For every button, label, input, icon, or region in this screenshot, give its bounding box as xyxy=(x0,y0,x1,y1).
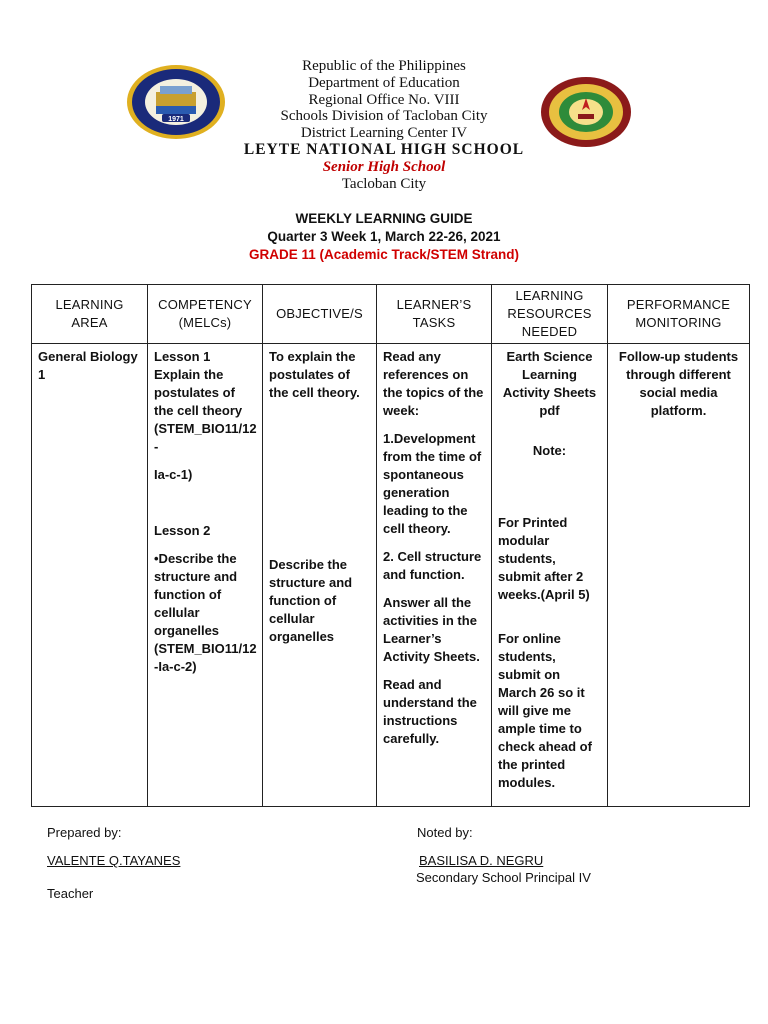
task-1: Read any references on the topics of the week: xyxy=(383,349,484,418)
prepared-by-name: VALENTE Q.TAYANES xyxy=(47,853,181,868)
document-header xyxy=(0,58,768,192)
competency-lesson1-code: Ia-c-1) xyxy=(154,467,193,482)
objective-1: To explain the postulates of the cell theory. xyxy=(269,349,360,400)
objective-2: Describe the structure and function of cellular organelles xyxy=(269,557,353,644)
competency-lesson1: Lesson 1 Explain the postulates of the cell theory (STEM_BIO11/12 - xyxy=(154,349,257,454)
noted-by-name: BASILISA D. NEGRU xyxy=(419,853,544,868)
cell-objectives xyxy=(263,344,377,807)
guide-quarter: Quarter 3 Week 1, March 22-26, 2021 xyxy=(267,229,501,244)
header-line: Department of Education xyxy=(308,74,460,91)
noted-by-role: Secondary School Principal IV xyxy=(416,870,591,885)
table-header-row xyxy=(32,285,750,344)
cell-learning-area xyxy=(32,344,148,807)
header-learning-resources: LEARNING RESOURCES NEEDED xyxy=(492,285,608,344)
header-line: Schools Division of Tacloban City xyxy=(280,108,488,125)
school-city: Tacloban City xyxy=(341,175,427,192)
header-objectives: OBJECTIVE/S xyxy=(263,285,377,344)
task-3: 2. Cell structure and function. xyxy=(383,549,482,582)
header-line: Regional Office No. VIII xyxy=(308,91,460,108)
learning-guide-table xyxy=(31,284,750,807)
cell-performance-monitoring xyxy=(608,344,750,807)
guide-title: WEEKLY LEARNING GUIDE xyxy=(295,211,473,226)
task-4: Answer all the activities in the Learner’s Activity Sheets. xyxy=(383,595,480,664)
resource-3: For online students, submit on March 26 so it will give me ample time to check ahead of the printed modules. xyxy=(498,631,592,790)
monitoring-text: Follow-up students through different social media platform. xyxy=(618,349,739,418)
header-learners-tasks: LEARNER’S TASKS xyxy=(377,285,492,344)
resource-2: For Printed modular students, submit after 2 weeks.(April 5) xyxy=(498,515,590,602)
task-5: Read and understand the instructions carefully. xyxy=(383,677,477,746)
header-competency: COMPETENCY (MELCs) xyxy=(148,285,263,344)
resource-note: Note: xyxy=(532,443,567,458)
noted-by-label: Noted by: xyxy=(417,825,473,840)
header-performance-monitoring: PERFORMANCE MONITORING xyxy=(608,285,750,344)
cell-learning-resources xyxy=(492,344,608,807)
cell-competency xyxy=(148,344,263,807)
guide-grade: GRADE 11 (Academic Track/STEM Strand) xyxy=(248,247,520,262)
senior-high-label: Senior High School xyxy=(322,158,446,175)
header-line: Republic of the Philippines xyxy=(302,58,466,74)
table-row xyxy=(32,344,750,807)
seal-year: 1971 xyxy=(168,116,184,123)
header-learning-area: LEARNING AREA xyxy=(32,285,148,344)
school-name: LEYTE NATIONAL HIGH SCHOOL xyxy=(243,140,525,158)
task-2: 1.Development from the time of spontaneous generation leading to the cell theory. xyxy=(383,431,482,536)
competency-lesson2: •Describe the structure and function of cellular organelles (STEM_BIO11/12 -Ia-c-2) xyxy=(154,551,257,674)
prepared-by-role: Teacher xyxy=(47,886,94,901)
prepared-by-label: Prepared by: xyxy=(47,825,122,840)
resource-1: Earth Science Learning Activity Sheets pdf xyxy=(502,349,597,418)
competency-lesson2-title: Lesson 2 xyxy=(154,523,211,538)
guide-title-block xyxy=(0,210,768,264)
header-line: District Learning Center IV xyxy=(300,125,468,142)
cell-learners-tasks xyxy=(377,344,492,807)
learning-area-text: General Biology 1 xyxy=(38,349,138,382)
